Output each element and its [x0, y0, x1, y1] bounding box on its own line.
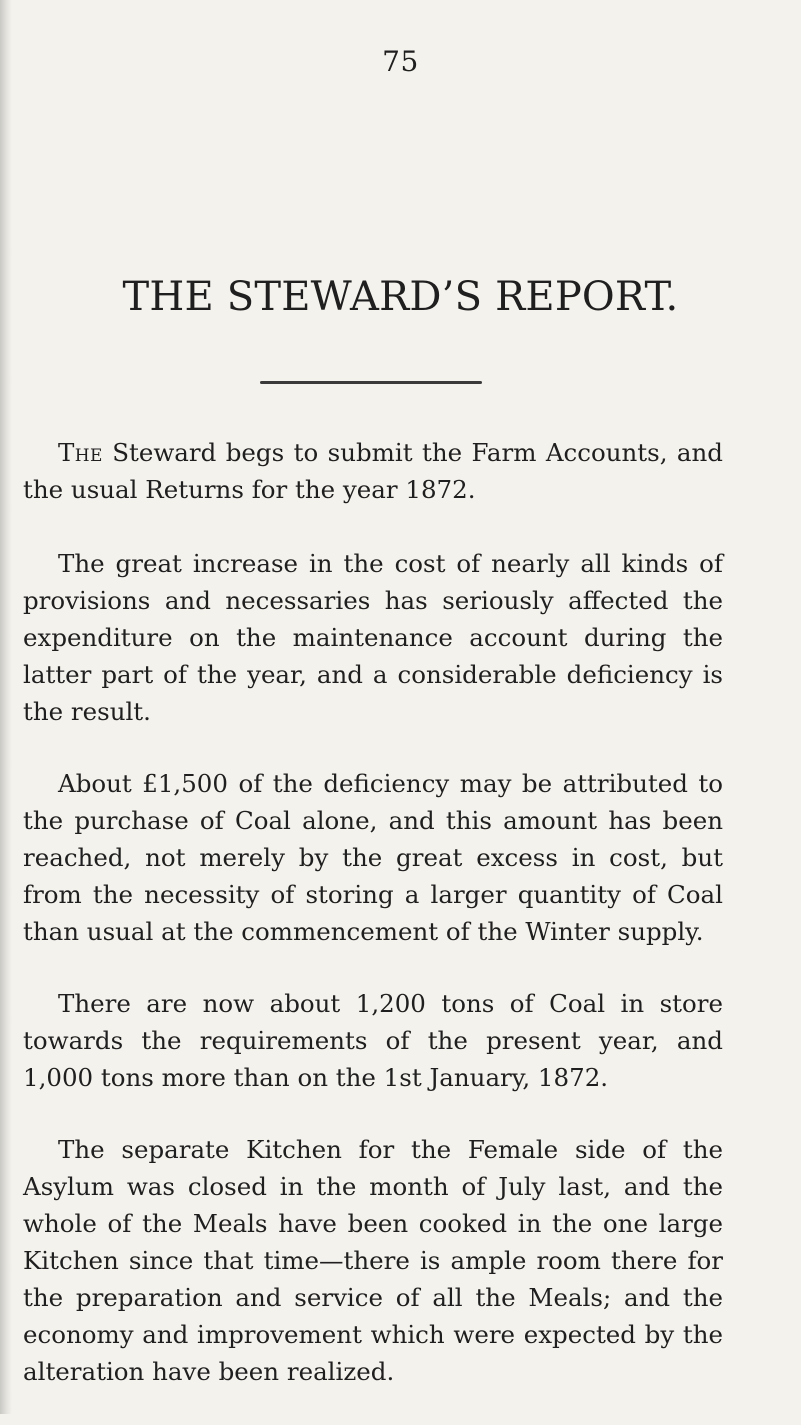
paragraph-3: About £1,500 of the deficiency may be attributed to the purchase of Coal alone, and this amount has been reached, not merely by the great excess in cost, but from the necessity of storing a larger quantity of Coal than usual at the commencement of the Winter supply.: [23, 769, 723, 946]
paragraph-1-rest: Steward begs to submit the Farm Accounts, and the usual Returns for the year 1872.: [23, 438, 723, 504]
page-number: 75: [382, 45, 419, 78]
paragraph-1: [23, 434, 723, 508]
report-body: [23, 434, 723, 1425]
report-title: THE STEWARD’S REPORT.: [122, 274, 679, 320]
paragraph-2: The great increase in the cost of nearly all kinds of provisions and necessaries has seriously affected the expenditure on the maintenance account during the latter part of the year, and a considerable deficiency is the result.: [23, 549, 723, 726]
title-rule: [260, 381, 482, 384]
page-left-edge: [0, 0, 12, 1414]
paragraph-4: There are now about 1,200 tons of Coal in store towards the requirements of the present year, and 1,000 tons more than on the 1st January, 1872.: [23, 989, 723, 1092]
paragraph-5: The separate Kitchen for the Female side of the Asylum was closed in the month of July last, and the whole of the Meals have been cooked in the one large Kitchen since that time—there is ample room there for the preparation and service of all the Meals; and the economy and improvement which were expected by the alteration have been realized.: [23, 1135, 723, 1386]
paragraph-1-lead: The: [58, 438, 103, 467]
